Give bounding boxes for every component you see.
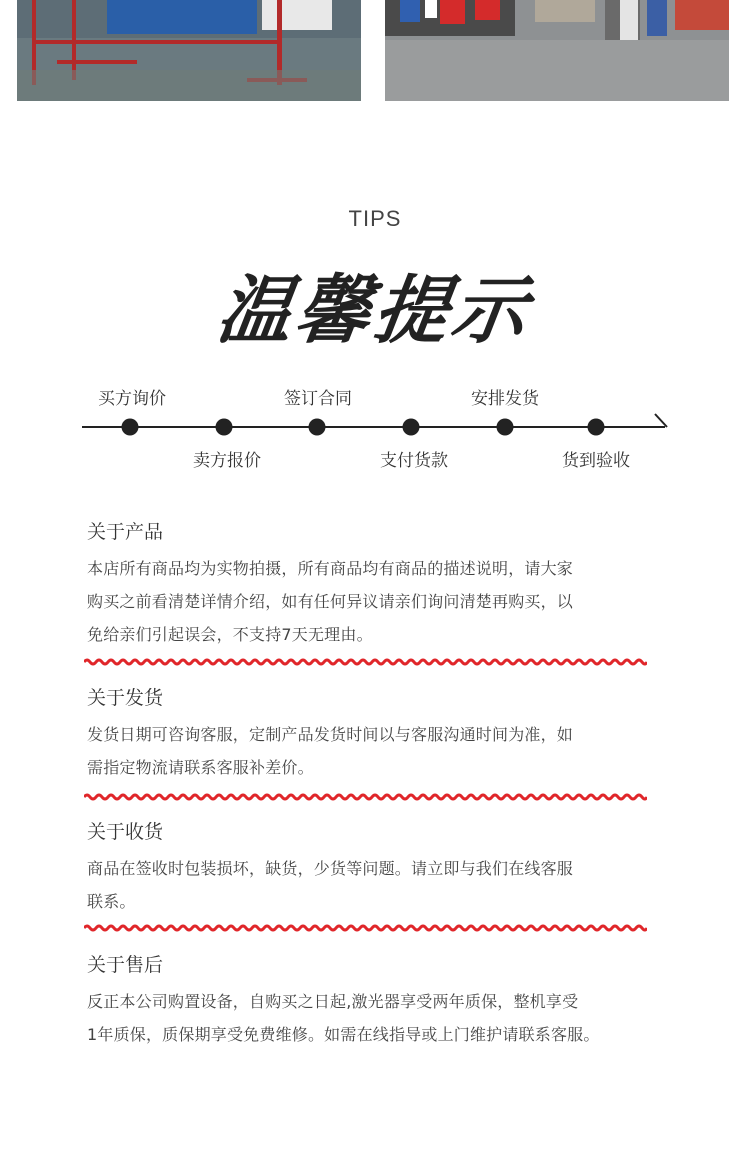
step-label-inspection: 货到验收	[562, 451, 630, 471]
timeline-node	[588, 419, 605, 436]
section-after-sales	[87, 950, 677, 1051]
headline-title: 温馨提示	[212, 268, 537, 354]
workshop-illustration	[17, 0, 361, 101]
section-line: 需指定物流请联系客服补差价。	[87, 758, 314, 777]
section-line: 本店所有商品均为实物拍摄，所有商品均有商品的描述说明，请大家	[87, 559, 574, 578]
step-label-sign-contract: 签订合同	[284, 389, 352, 409]
section-title: 关于收货	[87, 821, 164, 843]
section-product	[87, 517, 667, 651]
wavy-divider	[84, 658, 647, 666]
step-label-buyer-inquiry: 买方询价	[98, 389, 166, 409]
photo-workshop	[17, 0, 361, 101]
section-body	[87, 852, 667, 918]
step-label-arrange-shipping: 安排发货	[471, 389, 539, 409]
section-line: 反正本公司购置设备，自购买之日起,激光器享受两年质保，整机享受	[87, 992, 579, 1011]
process-timeline	[0, 370, 750, 490]
section-title: 关于发货	[87, 687, 164, 709]
timeline-node	[497, 419, 514, 436]
section-line: 联系。	[87, 892, 136, 911]
section-body	[87, 718, 667, 784]
section-receiving	[87, 817, 667, 918]
section-line: 发货日期可咨询客服，定制产品发货时间以与客服沟通时间为准，如	[87, 725, 574, 744]
section-line: 商品在签收时包装损坏，缺货，少货等问题。请立即与我们在线客服	[87, 859, 574, 878]
step-label-payment: 支付货款	[380, 451, 448, 471]
step-label-seller-quote: 卖方报价	[193, 451, 261, 471]
section-line: 免给亲们引起误会，不支持7天无理由。	[87, 625, 373, 644]
section-line: 购买之前看清楚详情介绍，如有任何异议请亲们询问清楚再购买，以	[87, 592, 574, 611]
wavy-divider	[84, 793, 647, 801]
section-shipping	[87, 683, 667, 784]
timeline-node	[403, 419, 420, 436]
section-body	[87, 552, 667, 651]
timeline-node	[122, 419, 139, 436]
tips-label: TIPS	[348, 206, 402, 231]
factory-gate-illustration	[385, 0, 729, 101]
wavy-divider	[84, 924, 647, 932]
section-body	[87, 985, 677, 1051]
timeline-node	[309, 419, 326, 436]
section-title: 关于产品	[87, 521, 164, 543]
timeline-node	[216, 419, 233, 436]
section-title: 关于售后	[87, 954, 164, 976]
photo-factory-gate	[385, 0, 729, 101]
section-line: 1年质保，质保期享受免费维修。如需在线指导或上门维护请联系客服。	[87, 1025, 600, 1044]
